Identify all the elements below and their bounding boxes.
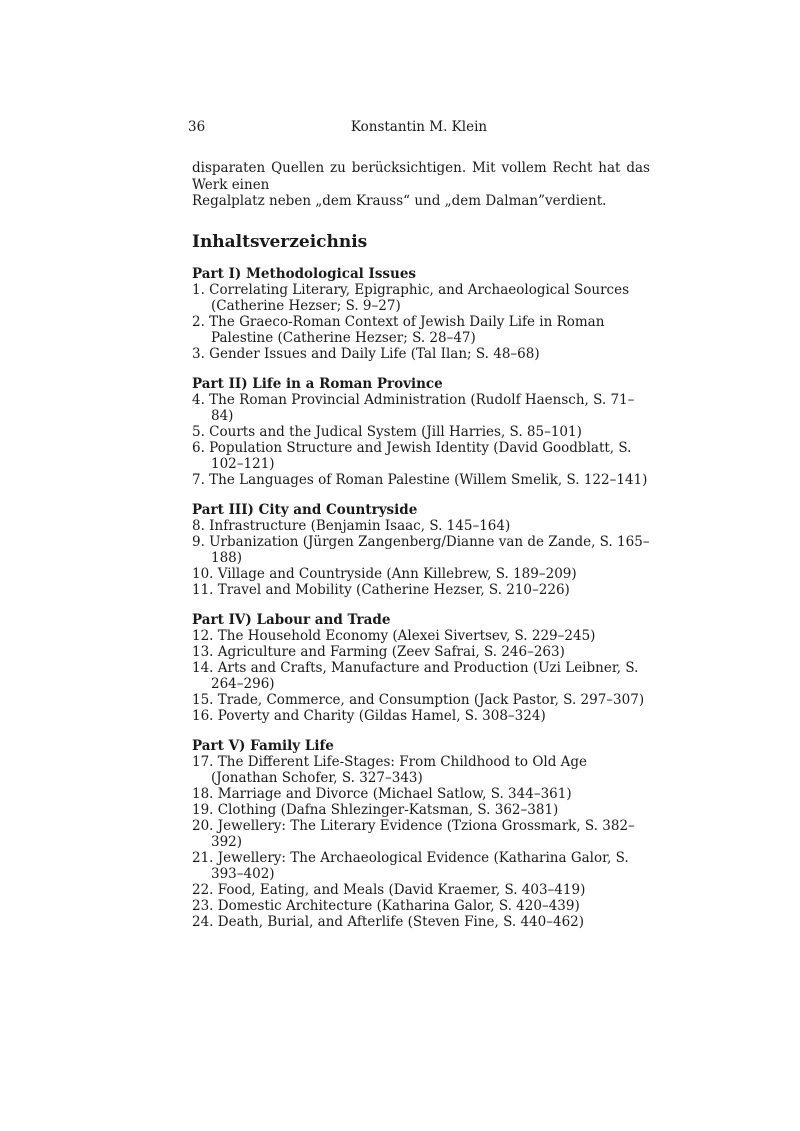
toc-part-5 — [192, 738, 650, 930]
toc-item: 10. Village and Countryside (Ann Killebrew, S. 189–209) — [192, 565, 577, 582]
toc-item: 12. The Household Economy (Alexei Sivertsev, S. 229–245) — [192, 627, 596, 644]
toc-list — [192, 518, 650, 598]
toc-part-2 — [192, 376, 650, 488]
part-title: Part II) Life in a Roman Province — [192, 375, 443, 392]
part-title: Part IV) Labour and Trade — [192, 611, 391, 628]
intro-line: disparaten Quellen zu berücksichtigen. Mit vollem Recht hat das Werk einen — [192, 160, 650, 193]
toc-item: 17. The Different Life-Stages: From Childhood to Old Age (Jonathan Schofer, S. 327–343) — [192, 753, 588, 786]
running-head-author: Konstantin M. Klein — [350, 119, 488, 135]
part-title: Part III) City and Countryside — [192, 501, 418, 518]
toc-item: 18. Marriage and Divorce (Michael Satlow, S. 344–361) — [192, 785, 572, 802]
table-of-contents — [192, 266, 650, 930]
toc-list — [192, 282, 650, 362]
page-number: 36 — [188, 119, 206, 135]
toc-item: 24. Death, Burial, and Afterlife (Steven Fine, S. 440–462) — [192, 913, 585, 930]
toc-item: 7. The Languages of Roman Palestine (Willem Smelik, S. 122–141) — [192, 471, 648, 488]
section-heading: Inhaltsverzeichnis — [192, 231, 368, 252]
toc-item: 13. Agriculture and Farming (Zeev Safrai, S. 246–263) — [192, 643, 565, 660]
toc-list — [192, 628, 650, 724]
intro-paragraph — [192, 160, 650, 210]
toc-item: 5. Courts and the Judical System (Jill Harries, S. 85–101) — [192, 423, 582, 440]
toc-item: 15. Trade, Commerce, and Consumption (Jack Pastor, S. 297–307) — [192, 691, 645, 708]
toc-item: 4. The Roman Provincial Administration (Rudolf Haensch, S. 71–84) — [192, 391, 635, 424]
toc-item: 19. Clothing (Dafna Shlezinger-Katsman, S. 362–381) — [192, 801, 559, 818]
toc-item: 2. The Graeco-Roman Context of Jewish Daily Life in Roman Palestine (Catherine Hezser; S. 28–47) — [192, 313, 605, 346]
toc-item: 9. Urbanization (Jürgen Zangenberg/Dianne van de Zande, S. 165–188) — [192, 533, 650, 566]
toc-item: 6. Population Structure and Jewish Identity (David Goodblatt, S. 102–121) — [192, 439, 632, 472]
running-head — [188, 119, 650, 139]
intro-line: Regalplatz neben „dem Krauss“ und „dem Dalman”verdient. — [192, 193, 607, 209]
toc-item: 23. Domestic Architecture (Katharina Galor, S. 420–439) — [192, 897, 580, 914]
toc-item: 11. Travel and Mobility (Catherine Hezser, S. 210–226) — [192, 581, 570, 598]
toc-item: 16. Poverty and Charity (Gildas Hamel, S. 308–324) — [192, 707, 546, 724]
toc-item: 20. Jewellery: The Literary Evidence (Tziona Grossmark, S. 382–392) — [192, 817, 635, 850]
toc-item: 14. Arts and Crafts, Manufacture and Production (Uzi Leibner, S. 264–296) — [192, 659, 639, 692]
toc-item: 3. Gender Issues and Daily Life (Tal Ilan; S. 48–68) — [192, 345, 540, 362]
toc-item: 22. Food, Eating, and Meals (David Kraemer, S. 403–419) — [192, 881, 586, 898]
toc-list — [192, 754, 650, 930]
toc-item: 21. Jewellery: The Archaeological Evidence (Katharina Galor, S. 393–402) — [192, 849, 629, 882]
toc-item: 1. Correlating Literary, Epigraphic, and Archaeological Sources (Catherine Hezser; S. 9–27) — [192, 281, 630, 314]
toc-item: 8. Infrastructure (Benjamin Isaac, S. 145–164) — [192, 517, 511, 534]
toc-part-3 — [192, 502, 650, 598]
page-content — [192, 160, 650, 930]
toc-part-1 — [192, 266, 650, 362]
toc-list — [192, 392, 650, 488]
part-title: Part I) Methodological Issues — [192, 265, 417, 282]
part-title: Part V) Family Life — [192, 737, 334, 754]
toc-part-4 — [192, 612, 650, 724]
